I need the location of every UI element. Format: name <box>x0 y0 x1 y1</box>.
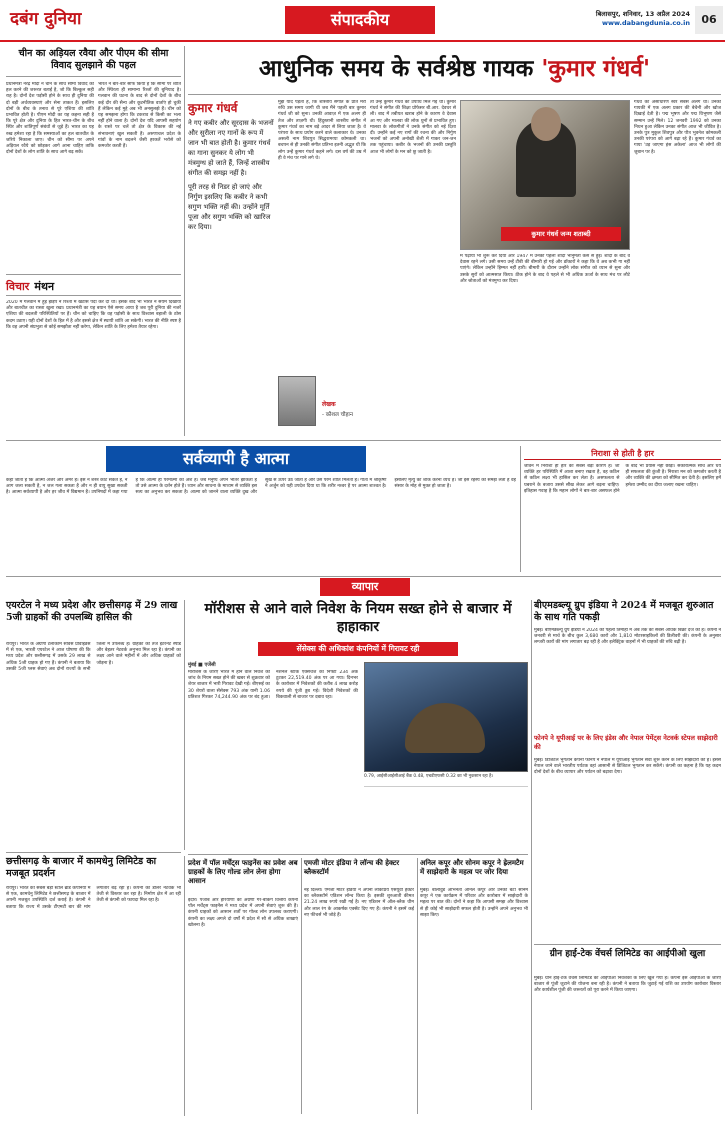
kapoor-body: मुंबई। बॉलीवुड अभिनेता अनिल कपूर और उनकी बेटी सोनम कपूर ने एक कार्यक्रम में परिवार और कारोबार में साझेदारी के महत्व पर बात की। दोनों ने कहा कि आपसी समझ और विश्वास से ही कोई भी साझेदारी सफल होती है। उन्होंने अपने अनुभव भी साझा किए। <box>420 888 528 918</box>
phonepe-body: मुंबई। डिजिटल भुगतान कंपनी फोनपे ने नेपाल में यूपीआई भुगतान सेवा शुरू करने के लिए साझेदारी की है। इससे नेपाल जाने वाले भारतीय पर्यटक वहां आसानी से डिजिटल भुगतान कर सकेंगे। कंपनी का कहना है कि यह कदम दोनों देशों के बीच व्यापार और पर्यटन को बढ़ावा देगा। <box>534 758 721 776</box>
sensex-dateline: मुंबई ■ एजेंसी <box>188 662 216 668</box>
kapoor-story <box>420 858 528 1114</box>
author-name: - कौशल चौहान <box>322 412 353 418</box>
headline-rule <box>188 94 721 95</box>
main-story-col-2: तो उन्हें कुमार गंधर्व की उपाधि मिल गई थी। कुमार गंधर्व ने संगीत की शिक्षा प्रोफेसर बी.आर. देवधर से ली। बाद में तबीयत खराब होने के कारण वे देवास आ गए और मालवा की लोक धुनों से प्रभावित हुए। मालवा के लोकगीतों ने उनके संगीत को नई दिशा दी। उन्होंने कई नए रागों की रचना की और निर्गुण भजनों को अपनी अनोखी शैली में गाकर जन-जन तक पहुंचाया। कबीर के भजनों की उनकी प्रस्तुति आज भी लोगों के मन को छू जाती है। <box>370 100 456 155</box>
logo-text: दबंग दुनिया <box>10 9 82 29</box>
paul-merchants-body: इंदौर। पंजाब और हरियाणा की अग्रणी गैर-बैंकिंग वित्तीय कंपनी पॉल मर्चेंट्स फाइनेंस ने मध्य प्रदेश में अपनी सेवाएं शुरू की हैं। कंपनी ग्राहकों को आसान शर्तों पर गोल्ड लोन उपलब्ध कराएगी। कंपनी का लक्ष्य अगले दो वर्षों में प्रदेश में सौ से अधिक शाखाएं खोलना है। <box>188 898 298 928</box>
dateline <box>560 10 690 28</box>
sensex-story <box>188 600 528 852</box>
editorial-column <box>6 46 181 436</box>
green-hitech-headline: ग्रीन हाई-टेक वेंचर्स लिमिटेड का आईपीओ खुला <box>534 944 721 960</box>
author-photo <box>278 376 316 426</box>
main-headline-part-a: आधुनिक समय के सर्वश्रेष्ठ गायक <box>258 55 534 82</box>
bull-photo-caption: 0.79, आईसीआईसीआई बैंक 0.48, एचडीएफसी 0.32 का भी नुकसान रहा है। <box>364 774 494 779</box>
pull-quote <box>188 100 274 430</box>
sensex-headline: मॉरीशस से आने वाले निवेश के नियम सख्त होने से बाजार में हाहाकार <box>204 601 512 635</box>
vichar-label: विचार <box>6 280 30 293</box>
feature-story <box>6 446 516 572</box>
mg-motor-body: नई दिल्ली। एमजी मोटर इंडिया ने अपनी लोकप्रिय एसयूवी हेक्टर का ब्लैकस्टॉर्म एडिशन लॉन्च किया है। इसकी शुरुआती कीमत 21.24 लाख रुपये रखी गई है। नए एडिशन में ऑल-ब्लैक थीम और लाल रंग के आकर्षक एक्सेंट दिए गए हैं। कंपनी ने इसमें कई नए फीचर्स भी जोड़े हैं। <box>304 888 414 918</box>
green-hitech-body: मुंबई। ग्रीन हाई-टेक वेंचर्स लिमिटेड का आईपीओ निवेशकों के लिए खुल गया है। कंपनी इस आईपीओ के जरिए बाजार से पूंजी जुटाने की योजना बना रही है। कंपनी ने बताया कि जुटाई गई राशि का उपयोग कारोबार विस्तार और कार्यशील पूंजी की जरूरतों को पूरा करने में किया जाएगा। <box>534 976 721 994</box>
bmw-story <box>534 600 721 1110</box>
editorial-body-1: प्रधानमंत्री नरेंद्र मोदी ने चीन के साथ सीमा विवाद को हल करने की जरूरत बताई है, जो कि बिल्कुल सही राह है। दोनों देश पड़ोसी होने के साथ ही दुनिया की दो बड़ी अर्थव्यवस्थाएं और सेना ताकत हैं। इसलिए दोनों के बीच के तनाव से पूरे एशिया की शांति प्रभावित होती है। पीएम मोदी का यह कहना सही है कि पूरे क्षेत्र और दुनिया के हित भारत-चीन के बीच स्थिर और शांतिपूर्ण संबंधों से जुड़े हैं। भारत का यह रुख हमेशा रहा है कि समस्याओं का हल बातचीत के जरिये निकाला जाए। चीन को सीमा पर अपने अड़ियल रवैये को छोड़कर आगे आना चाहिए ताकि दोनों देशों के लोग शांति के साथ आगे बढ़ सकें। <box>6 82 94 156</box>
photo-caption-text: कुमार गंधर्व जन्म शताब्दी <box>531 230 591 238</box>
website-text: www.dabangdunia.co.in <box>601 19 690 27</box>
logo <box>10 6 130 34</box>
bull-shape <box>405 703 485 753</box>
kamdhenu-top-rule <box>6 852 181 853</box>
paul-merchants-story <box>188 858 298 1114</box>
pull-quote-title: कुमार गंधर्व <box>188 101 238 115</box>
airtel-body: रायपुर। भारत के अग्रणी टेलीकॉम सर्विस प्रोवाइडर्स में से एक, भारती एयरटेल ने आज घोषणा की कि मध्य प्रदेश और छत्तीसगढ़ में उसके 29 लाख से अधिक 5जी ग्राहक हो गए हैं। कंपनी ने बताया कि उसकी 5जी प्लस सेवाएं अब दोनों राज्यों के सभी जिलों में उपलब्ध हैं। ग्राहकों को तेज इंटरनेट स्पीड और बेहतर नेटवर्क अनुभव मिल रहा है। कंपनी का लक्ष्य आने वाले महीनों में और अधिक ग्राहकों को जोड़ना है। <box>6 642 181 672</box>
business-section-banner <box>320 578 410 596</box>
sensex-body-cont <box>364 786 528 848</box>
singer-face <box>531 107 561 141</box>
side-box-title: निराशा से होती है हार <box>591 448 654 458</box>
main-headline-part-b: 'कुमार गंधर्व' <box>541 55 651 82</box>
main-story <box>188 46 721 436</box>
mid-divider <box>6 440 721 441</box>
section-banner <box>285 6 435 34</box>
airtel-headline: एयरटेल ने मध्य प्रदेश और छत्तीसगढ़ में 29 लाख 5जी ग्राहकों की उपलब्धि हासिल की <box>6 600 178 623</box>
editorial-body-3: 2020 में गलवान में हुई झड़प ने रिश्तों में खटास पैदा कर दी थी। इसके बाद भी भारत ने संयम दिखाया और बातचीत का रास्ता खुला रखा। प्रधानमंत्री का यह बयान ऐसे समय आया है जब पूरी दुनिया की नजरें एशिया की बदलती परिस्थितियों पर हैं। चीन को चाहिए कि वह पड़ोसी के साथ विश्वास बहाली के ठोस कदम उठाए। यही दोनों देशों के हित में है और इससे क्षेत्र में स्थायी शांति आ सकेगी। भारत की नीति स्पष्ट है कि वह अपनी संप्रभुता से कोई समझौता नहीं करेगा, लेकिन शांति के लिए हमेशा तैयार रहेगा। <box>6 300 181 330</box>
date-text: बिलासपुर, शनिवार, 13 अप्रैल 2024 <box>595 10 690 18</box>
pull-quote-text-2: पूरी तरह से निडर हो जाएं और निर्गुण इसलिए कि कबीर ने कभी सगुण भक्ति नहीं की। उन्होंने मूर्ति पूजा और सगुण भक्ति को खारिज कर दिया। <box>188 183 271 231</box>
sensex-body: मॉरीशस के जरिए भारत में होने वाले निवेश की जांच के नियम सख्त होने की खबर से शुक्रवार को शेयर बाजार में भारी गिरावट देखी गई। बीएसई का 30 शेयरों वाला सेंसेक्स 793 अंक यानी 1.06 प्रतिशत गिरकर 74,244.90 अंक पर बंद हुआ। नेशनल स्टॉक एक्सचेंज का निफ्टी 234 अंक टूटकर 22,519.40 अंक पर आ गया। दिनभर के कारोबार में निवेशकों की करीब 4 लाख करोड़ रुपये की पूंजी डूब गई। विदेशी निवेशकों की बिकवाली से बाजार पर दबाव रहा। <box>188 670 358 700</box>
masthead <box>0 0 725 42</box>
paul-merchants-headline: प्रदेश में पॉल मर्चेंट्स फाइनेंस का प्रवेश अब ग्राहकों के लिए गोल्ड लोन लेना होगा आसान <box>188 858 298 885</box>
main-story-col-1: मुझे याद पड़ता है, कि शास्त्रीय संगीत के प्रति मेरी रुचि उस समय जागी थी जब मैंने पहली बार कुमार गंधर्व जी को सुना। उनकी आवाज़ में एक अलग ही तेज और ताज़गी थी। हिंदुस्तानी शास्त्रीय संगीत में कुमार गंधर्व का नाम बड़े आदर से लिया जाता है। वे परंपरा के साथ प्रयोग करने वाले कलाकार थे। उनका असली नाम शिवपुत्र सिद्धरामय्या कोमकली था। बचपन से ही उनकी संगीत प्रतिभा इतनी अद्भुत थी कि लोग उन्हें कुमार गंधर्व कहने लगे। दस वर्ष की उम्र में ही वे मंच पर गाने लगे थे। <box>278 100 366 161</box>
kapoor-headline: अनिल कपूर और सोनम कपूर ने ह्रेलमटैम में साझेदारी के महत्व पर जोर दिया <box>420 858 524 876</box>
pull-quote-text-1: ने गए कबीर और सूरदास के भजनों और सुरीला नए गानों के रूप में जान भी बात होती है। कुमार गंधर्व का गाना सुनकर ये लोग भी मंत्रमुग्ध हो जाते हैं, जिन्हें शास्त्रीय संगीत की समझ नहीं है। <box>188 119 274 177</box>
main-story-col-4: गंधर्व का असाधारण स्वर सबसे अलग था। उनकी गायकी में एक अलग प्रकार की बेचैनी और खोज दिखाई देती है। पद्म भूषण और पद्म विभूषण जैसे सम्मान उन्हें मिले। 12 जनवरी 1992 को उनका निधन हुआ लेकिन उनका संगीत आज भी जीवित है। उनके पुत्र मुकुल शिवपुत्र और पौत्र भुवनेश कोमकली उनकी परंपरा को आगे बढ़ा रहे हैं। कुमार गंधर्व का गाया 'उड़ जाएगा हंस अकेला' आज भी लोगों की जुबान पर है। <box>634 100 721 155</box>
business-col-divider-2 <box>531 600 532 1110</box>
side-box-body: जीवन में निराशा ही हार का सबसे बड़ा कारण है। जो व्यक्ति हर परिस्थिति में आशा बनाए रखता है, वह कठिन से कठिन लक्ष्य भी हासिल कर लेता है। असफलता से घबराने के बजाय उससे सीख लेकर आगे बढ़ना चाहिए। इतिहास गवाह है कि महान लोगों ने बार-बार असफल होने के बाद भी प्रयास नहीं छोड़ा। सकारात्मक सोच और धैर्य ही सफलता की कुंजी है। निराशा मन को कमजोर करती है और व्यक्ति की क्षमता को सीमित कर देती है। इसलिए हमें हमेशा उम्मीद का दीया जलाए रखना चाहिए। <box>524 464 721 494</box>
bottom-divider-1 <box>301 858 302 1114</box>
feature-title-bar <box>106 446 366 472</box>
section-title: संपादकीय <box>330 10 390 29</box>
mg-motor-story <box>304 858 414 1114</box>
editorial-body-2: भारत ने बार-बार साफ किया है कि सीमा पर शांति और स्थिरता ही सामान्य रिश्तों की बुनियाद है। गलवान की घटना के बाद से दोनों देशों के बीच कई दौर की सैन्य और कूटनीतिक वार्ताएं हो चुकी हैं लेकिन कई मुद्दे अब भी अनसुलझे हैं। चीन को यह समझना होगा कि टकराव से किसी का भला नहीं होने वाला है। दोनों देश यदि आपसी सहयोग के रास्ते पर चलें तो क्षेत्र के विकास की नई संभावनाएं खुल सकती हैं। अरुणाचल प्रदेश के गांवों के नाम बदलने जैसी हरकतें भरोसे को कमजोर करती हैं। <box>98 82 181 150</box>
page-number-text: 06 <box>701 13 717 26</box>
airtel-story <box>6 600 181 850</box>
singer-photo <box>460 100 630 250</box>
kamdhenu-headline: छत्तीसगढ़ के बाजार में कामधेनु लिमिटेड का मजबूत प्रदर्शन <box>6 856 157 879</box>
business-top-rule <box>6 576 721 577</box>
sensex-subhead-bar <box>258 642 458 656</box>
bottom-divider-2 <box>417 858 418 1114</box>
kamdhenu-story <box>6 856 181 1116</box>
main-story-col-3: में पढ़ाया भी शुरू कर दिया और 1947 में उनकी पहली शादी भानुमती कंस से हुई। शादी के बाद वे देवास रहने लगे। उसी समय उन्हें टीबी की बीमारी हो गई और डॉक्टरों ने कहा कि वे अब कभी गा नहीं पाएंगे। लेकिन उन्होंने हिम्मत नहीं हारी। बीमारी के दौरान उन्होंने लोक संगीत को ध्यान से सुना और उसके सुरों को आत्मसात किया। ठीक होने के बाद वे पहले से भी अधिक ऊर्जा के साथ मंच पर लौटे और श्रोताओं को मंत्रमुग्ध कर दिया। <box>460 254 630 284</box>
side-box-title-bar <box>524 446 721 460</box>
editorial-headline: चीन का अड़ियल रवैया और पीएम की सीमा विवाद सुलझाने की पहल <box>6 46 181 77</box>
author-block <box>278 376 366 430</box>
bmw-headline: बीएमडब्ल्यू ग्रुप इंडिया ने 2024 में मजबूत शुरुआत के साथ गति पकड़ी <box>534 600 714 623</box>
business-col-divider-3 <box>184 856 185 1116</box>
kamdhenu-body: रायपुर। भारत की सबसे बड़ी स्टील ब्रांड कंपनियों में से एक, कामधेनु लिमिटेड ने छत्तीसगढ़ के बाजार में अपनी मजबूत उपस्थिति दर्ज कराई है। कंपनी ने बताया कि राज्य में उसके टीएमटी बार की मांग लगातार बढ़ रही है। कंपनी का डीलर नेटवर्क भी तेजी से विस्तार कर रहा है। निर्माण क्षेत्र में आ रही तेजी से कंपनी को फायदा मिल रहा है। <box>6 886 181 910</box>
side-box <box>524 446 721 572</box>
manthan-label: मंथन <box>34 280 55 293</box>
feature-title: सर्वव्यापी है आत्मा <box>182 449 290 468</box>
author-label: लेखक <box>322 401 336 408</box>
bull-photo <box>364 662 528 772</box>
phonepe-headline: फोनपे ने यूपीआई पर के लिए इंडेस और नेपाल पेमेंट्स नेटवर्क स्टेपल साझेदारी की <box>534 734 718 751</box>
column-divider <box>184 46 185 436</box>
sensex-subhead: सेंसेक्स की अधिकांश कंपनियों में गिरावट रही <box>296 644 420 653</box>
vichar-manthan-badge <box>6 274 181 296</box>
main-headline <box>188 46 721 92</box>
feature-body: कहा जाता है कि आत्मा अजर और अमर है। इसे न शस्त्र काट सकते हैं, न आग जला सकती है, न जल गला सकता है और न ही वायु सुखा सकती है। आत्मा सर्वव्यापी है और हर जीव में विद्यमान है। उपनिषदों में कहा गया है कि आत्मा ही परमात्मा का अंश है। जब मनुष्य अपने भीतर झांकता है तो उसे आत्मा के दर्शन होते हैं। ध्यान और साधना के माध्यम से व्यक्ति इस सत्य का अनुभव कर सकता है। आत्मा को जानने वाला व्यक्ति दुख और सुख से ऊपर उठ जाता है और उसे परम शांति मिलती है। गीता में श्रीकृष्ण ने अर्जुन को यही उपदेश दिया था कि शरीर नश्वर है पर आत्मा शाश्वत है। इसलिए मृत्यु का शोक करना व्यर्थ है। जो इस रहस्य को समझ लेता है वह संसार के मोह से मुक्त हो जाता है। <box>6 478 516 496</box>
bottom-top-rule <box>188 854 528 855</box>
mg-motor-headline: एमजी मोटर इंडिया ने लॉन्च की हेक्टर ब्लैकस्टॉर्म <box>304 858 400 876</box>
photo-caption-bar <box>501 227 621 241</box>
page-number <box>695 6 723 34</box>
feature-divider <box>520 446 521 572</box>
business-col-divider-1 <box>184 600 185 850</box>
business-section-title: व्यापार <box>351 580 379 593</box>
bmw-body: मुंबई। बीएमडब्ल्यू ग्रुप इंडिया ने 2024 की पहली तिमाही में अब तक की सबसे अधिक बिक्री दर्ज की है। कंपनी ने जनवरी से मार्च के बीच कुल 3,680 कारों और 1,810 मोटरसाइकिलों की डिलीवरी की। कंपनी के अनुसार लग्जरी कारों की मांग लगातार बढ़ रही है और इलेक्ट्रिक वाहनों में भी ग्राहकों की रुचि बढ़ी है। <box>534 628 721 646</box>
